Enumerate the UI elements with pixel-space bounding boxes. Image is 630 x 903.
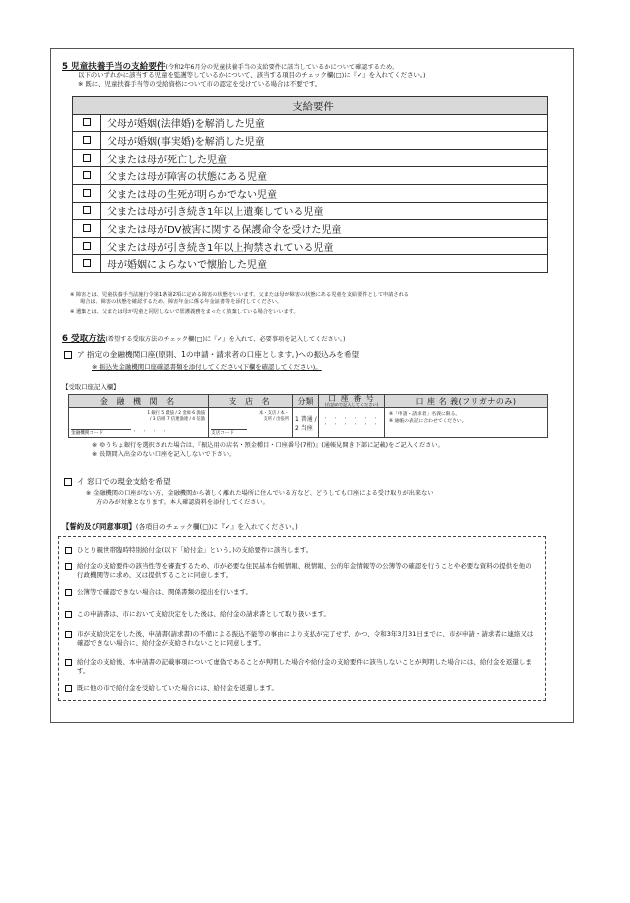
section5-note-2: 以下のいずれかに該当する児童を監護等しているかについて、該当する項目のチェック欄(□)に『✓』を入れてください。) — [78, 71, 426, 79]
account-type-cell[interactable] — [293, 408, 319, 438]
pledge-item-text-5: 市が支給決定をした後、申請書(請求書)の不備による振込不能等の事由により支払が完了せず、かつ、令和3年3月31日までに、市が申請・請求者に連絡又は確認できない場合に、給付金が支給されないことに同意します。 — [77, 630, 534, 647]
col-bank-name: 金 融 機 関 名 — [69, 395, 209, 408]
pledge-item-text-7: 既に他の市で給付金を受給していた場合には、給付金を返還します。 — [77, 684, 278, 692]
req-label-8: 父または母が引き続き1年以上拘禁されている児童 — [101, 237, 548, 255]
req-checkbox-9[interactable] — [73, 255, 101, 273]
option-a-checkbox-icon[interactable] — [64, 351, 72, 359]
holder-note-1: ※「申請・請求者」名義に限る。 — [389, 412, 461, 418]
branch-code-label: 支店コード — [211, 429, 247, 436]
account-types: 1 普通 / 2 当座 — [295, 415, 317, 432]
col-branch-name: 支 店 名 — [209, 395, 293, 408]
col-number-sub: (右詰めで記入してください) — [324, 402, 379, 407]
holder-input-cell[interactable] — [385, 408, 548, 438]
option-i-note-1: ※ 金融機関の口座がない方、金融機関から著しく離れた場所に住んでいる方など、どうしても口座による受け取りが出来ない — [86, 490, 434, 497]
checkbox-icon — [83, 242, 91, 250]
checkbox-icon[interactable] — [65, 547, 72, 554]
account-number-boxes[interactable]: ' ' ' ' ' ' — [323, 416, 380, 423]
checkbox-icon[interactable] — [65, 589, 72, 596]
col-holder-name: 口 座 名 義(フリガナのみ) — [385, 395, 548, 408]
footnote-disability-2: 場合は、障害の状態を確認するため、障害年金に係る年金証書等を添付してください。 — [80, 299, 283, 305]
account-section-label: 【受取口座記入欄】 — [62, 383, 120, 391]
option-a-note: ※ 振込先金融機関口座確認書類を添付してください(下欄を確認してください)。 — [92, 363, 322, 371]
col-account-number — [319, 395, 385, 408]
checkbox-icon[interactable] — [65, 563, 72, 570]
section5-note-1: (令和2年6月分の児童扶養手当の支給要件に該当しているかについて確認するため、 — [165, 64, 399, 71]
long-term-note: ※ 長期間入出金のない口座を記入しないで下さい。 — [92, 451, 236, 458]
pledge-item-text-3: 公簿等で確認できない場合は、関係書類の提出を行います。 — [77, 588, 252, 596]
pledge-item-3[interactable] — [65, 588, 535, 597]
checkbox-icon — [83, 206, 91, 214]
pledge-heading — [62, 521, 562, 532]
option-i-checkbox-icon[interactable] — [64, 478, 72, 486]
branch-input-cell[interactable] — [209, 408, 293, 438]
pledge-item-2[interactable] — [65, 562, 535, 580]
section6-title: 6 受取方法 — [62, 334, 106, 344]
req-checkbox-8[interactable] — [73, 237, 101, 255]
account-table — [68, 394, 548, 438]
section6-heading — [62, 332, 562, 344]
req-label-1: 父母が婚姻(法律婚)を解消した児童 — [101, 114, 548, 132]
pledge-title: 【誓約及び同意事項】 — [62, 522, 136, 531]
bank-code-label: 金融機関コード — [71, 429, 131, 436]
col-number-label: 口 座 番 号 — [328, 394, 375, 403]
pledge-item-4[interactable] — [65, 610, 535, 619]
req-label-9: 母が婚姻によらないで懐胎した児童 — [101, 255, 548, 273]
checkbox-icon — [83, 154, 91, 162]
pledge-item-text-4: この申請書は、市において支給決定をした後は、給付金の請求書として取り扱います。 — [77, 610, 330, 618]
req-label-3: 父または母が死亡した児童 — [101, 149, 548, 167]
checkbox-icon — [83, 171, 91, 179]
pledge-item-6[interactable] — [65, 658, 535, 676]
footnote-abandon: ※ 遺棄とは、父または母が児童と同居しないで監護義務をまったく放棄している場合をいいます。 — [70, 309, 299, 315]
req-checkbox-4[interactable] — [73, 167, 101, 185]
req-checkbox-6[interactable] — [73, 202, 101, 220]
section5-title: 5 児童扶養手当の支給要件 — [62, 62, 166, 72]
requirements-header: 支給要件 — [73, 97, 548, 115]
req-checkbox-5[interactable] — [73, 184, 101, 202]
pledge-item-5[interactable] — [65, 630, 535, 648]
option-i-label: イ 窓口での現金支給を希望 — [77, 477, 171, 486]
pledge-title-note: (各項目のチェック欄(□)に『✓』を入れてください。) — [135, 523, 298, 531]
req-label-6: 父または母が引き続き1年以上遺棄している児童 — [101, 202, 548, 220]
req-label-2: 父母が婚姻(事実婚)を解消した児童 — [101, 132, 548, 150]
checkbox-icon — [83, 118, 91, 126]
req-checkbox-7[interactable] — [73, 220, 101, 238]
checkbox-icon — [83, 136, 91, 144]
bank-input-cell[interactable] — [69, 408, 209, 438]
account-number-boxes-2[interactable]: ' ' ' ' ' ' — [323, 422, 380, 429]
req-checkbox-3[interactable] — [73, 149, 101, 167]
option-a-row[interactable] — [64, 349, 564, 360]
pledge-box — [58, 536, 546, 701]
req-checkbox-2[interactable] — [73, 132, 101, 150]
pledge-item-text-6: 給付金の支給後、本申請書の記載事項について虚偽であることが判明した場合や給付金の支給要件に該当しないことが判明した場合には、給付金を返還します。 — [77, 658, 532, 675]
option-i-row[interactable] — [64, 476, 564, 487]
checkbox-icon[interactable] — [65, 611, 72, 618]
account-number-cell[interactable] — [319, 408, 385, 438]
checkbox-icon[interactable] — [65, 631, 72, 638]
section5-note-3: ※ 既に、児童扶養手当等の受給資格について市の認定を受けている場合は不要です。 — [78, 80, 322, 88]
branch-types: 本・支店 / 本・支所 / 出張所 — [259, 411, 289, 423]
checkbox-icon — [83, 189, 91, 197]
req-label-7: 父または母がDV被害に関する保護命令を受けた児童 — [101, 220, 548, 238]
checkbox-icon — [83, 259, 91, 267]
option-a-label: ア 指定の金融機関口座(原則、1の申請・請求者の口座とします。)への振込みを希望 — [77, 350, 360, 359]
requirements-table — [72, 96, 548, 273]
checkbox-icon[interactable] — [65, 659, 72, 666]
section6-note: (希望する受取方法のチェック欄(□)に『✓』を入れて、必要事項を記入してください。) — [105, 336, 346, 343]
yucho-note: ※ ゆうちょ銀行を選択された場合は、『振込用の店名・預金種目・口座番号(7桁)』(通帳見開き下部に記載)をご記入ください。 — [92, 442, 444, 449]
pledge-item-7[interactable] — [65, 684, 535, 693]
bank-types: 1 銀行 5 農協 / 2 金庫 6 漁協 / 3 信組 7 信連漁連 / 4 信漁 — [147, 411, 205, 423]
req-label-5: 父または母の生死が明らかでない児童 — [101, 184, 548, 202]
req-checkbox-1[interactable] — [73, 114, 101, 132]
pledge-item-text-2: 給付金の支給要件の該当性等を審査するため、市が必要な住民基本台帳情報、税情報、公的年金情報等の公簿等の確認を行うことや必要な資料の提供を他の行政機関等に求め、又は提供することに同意します。 — [77, 562, 532, 579]
bank-code-boxes[interactable]: ' ' ' ' — [133, 430, 169, 437]
holder-note-2: ※ 通帳の表記に合わせてください。 — [389, 419, 467, 425]
req-label-4: 父または母が障害の状態にある児童 — [101, 167, 548, 185]
checkbox-icon — [83, 224, 91, 232]
option-i-note-2: 方のみが対象となります。本人確認資料を添付してください。 — [96, 499, 269, 506]
pledge-item-text-1: ひとり親世帯臨時特別給付金(以下「給付金」という。)の支給要件に該当します。 — [77, 546, 313, 554]
col-type: 分類 — [293, 395, 319, 408]
footnote-disability-1: ※ 障害とは、児童扶養手当法施行令第1条第2項に定める障害の状態をいいます。父または母が障害の状態にある児童を支給要件として申請される — [70, 292, 409, 298]
checkbox-icon[interactable] — [65, 685, 72, 692]
pledge-item-1[interactable] — [65, 546, 535, 555]
